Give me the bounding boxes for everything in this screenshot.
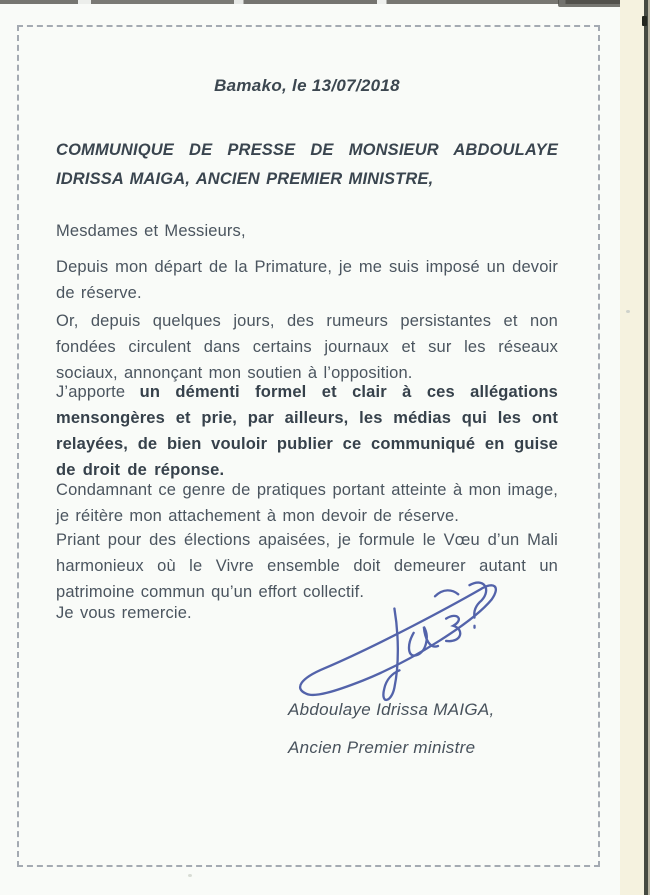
scan-right-edge-mark [642, 16, 647, 26]
paragraph-voeu-mali: Priant pour des élections apaisées, je formule le Vœu d’un Mali harmonieux où le Vivre ensemble doit demeurer autant un patrimoine commun qu’un effort collectif. [56, 531, 558, 601]
date-line: Bamako, le 13/07/2018 [214, 76, 400, 95]
scan-speck [188, 874, 192, 877]
salutation: Mesdames et Messieurs, [56, 222, 246, 240]
signatory-name: Abdoulaye Idrissa MAIGA, [288, 700, 495, 719]
scan-top-edge-dark-blob [558, 0, 622, 7]
paragraph-dementi-bold: un démenti formel et clair à ces allégations mensongères et prie, par ailleurs, les médias qui les ont relayées, de bien vouloir publier ce communiqué en guise de droit de réponse. [56, 383, 558, 479]
scan-right-edge-strip [620, 0, 650, 895]
scan-speck [626, 310, 630, 313]
paragraph-condamnation: Condamnant ce genre de pratiques portant atteinte à mon image, je réitère mon attachement à mon devoir de réserve. [56, 481, 558, 525]
paragraph-devoir-de-reserve: Depuis mon départ de la Primature, je me suis imposé un devoir de réserve. [56, 258, 558, 302]
handwritten-signature [292, 574, 510, 716]
signatory-role: Ancien Premier ministre [288, 738, 476, 757]
paragraph-rumeurs: Or, depuis quelques jours, des rumeurs persistantes et non fondées circulent dans certains journaux et sur les réseaux sociaux, annonçant mon soutien à l’opposition. [56, 312, 558, 382]
closing-line: Je vous remercie. [56, 604, 192, 622]
press-release-title: COMMUNIQUE DE PRESSE DE MONSIEUR ABDOULAYE IDRISSA MAIGA, ANCIEN PREMIER MINISTRE, [56, 141, 558, 188]
paragraph-dementi [56, 379, 558, 483]
paragraph-dementi-lead: J’apporte [56, 383, 140, 401]
scan-top-edge-artifact [0, 0, 650, 4]
